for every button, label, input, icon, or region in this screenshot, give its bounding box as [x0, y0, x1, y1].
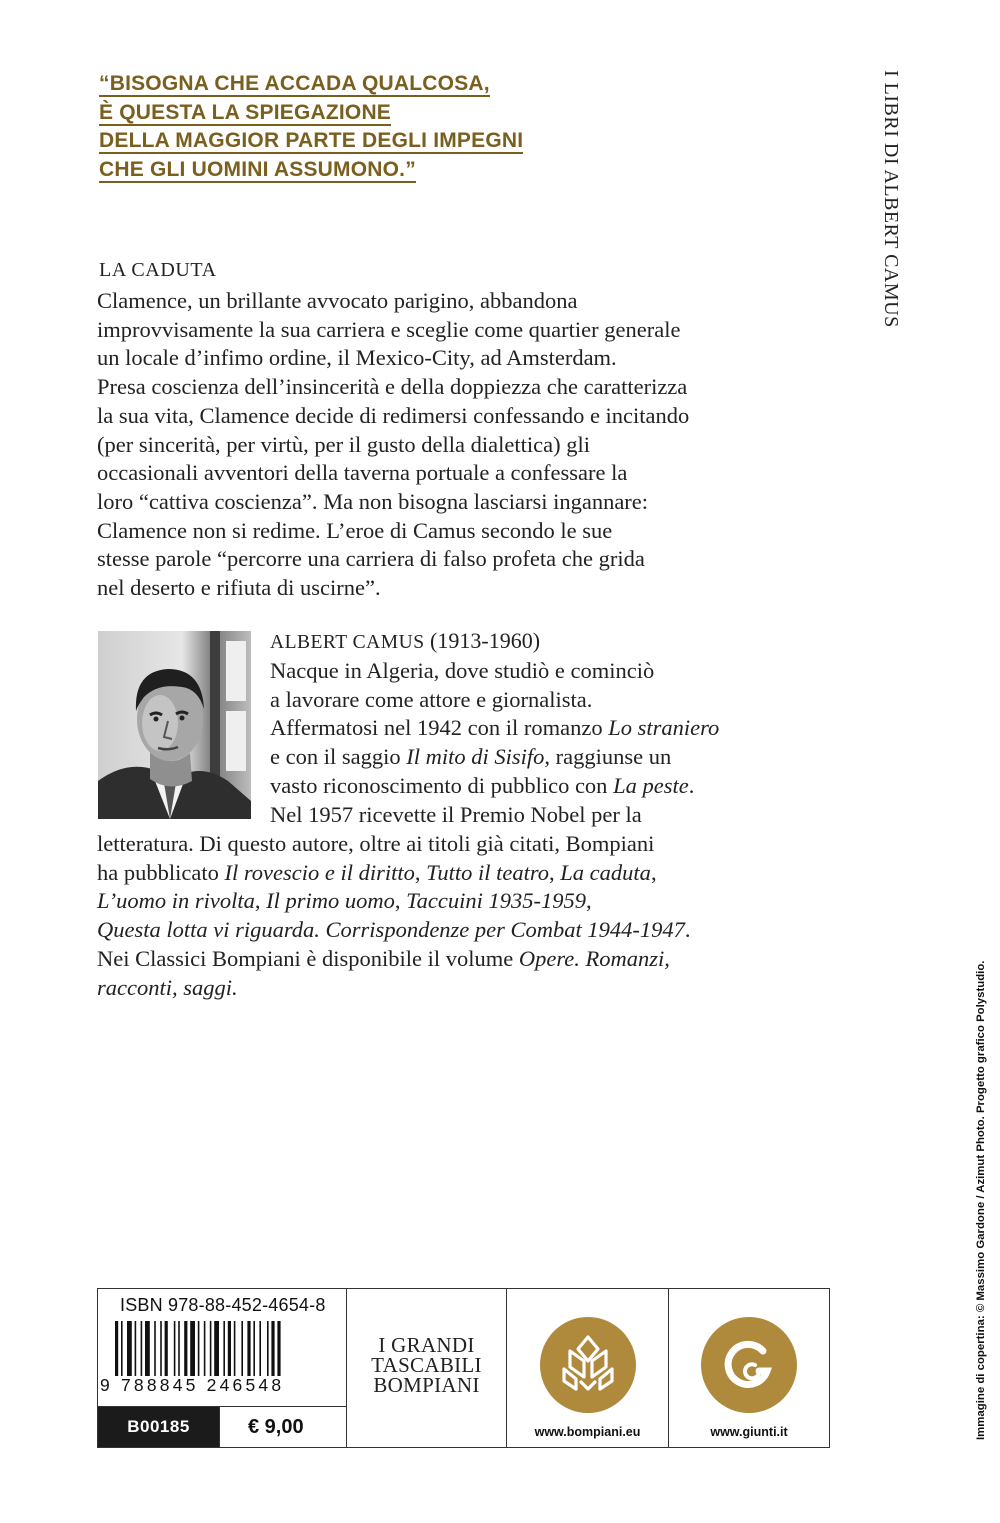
author-bio-top [270, 657, 815, 829]
image-credits-text: Immagine di copertina: © Massimo Gardone / Azimut Photo. Progetto grafico Polystudio. [975, 960, 987, 1440]
bio-line [270, 714, 815, 743]
bio-text: . [688, 772, 695, 798]
author-heading [270, 628, 540, 654]
blurb-line: loro “cattiva coscienza”. Ma non bisogna lasciarsi ingannare: [97, 488, 649, 514]
barcode-bar [204, 1321, 206, 1376]
bio-title-italic: Lo straniero [608, 715, 720, 741]
series-title-text: I LIBRI DI ALBERT CAMUS [880, 70, 902, 328]
isbn-label: ISBN 978-88-452-4654-8 [120, 1295, 326, 1315]
barcode-bar [160, 1321, 162, 1376]
bio-title-italic: Il rovescio e il diritto [224, 859, 415, 885]
author-years: (1913-1960) [430, 628, 541, 653]
bio-text: Nei Classici Bompiani è disponibile il volume [97, 945, 519, 971]
author-photo-image [98, 631, 251, 819]
collection-line: BOMPIANI [373, 1373, 480, 1397]
cover-quote [99, 70, 659, 184]
bio-text: , [254, 888, 267, 914]
bio-line: Nacque in Algeria, dove studiò e cominciò [270, 658, 655, 683]
bio-text: . [684, 917, 691, 943]
bio-line: a lavorare come attore e giornalista. [270, 686, 593, 712]
bio-text: , [414, 859, 427, 885]
bio-title-italic: Opere. Romanzi, [518, 945, 670, 971]
giunti-cell [669, 1289, 829, 1447]
barcode-bar [154, 1321, 156, 1376]
barcode-bar [241, 1321, 243, 1376]
collection-line: I GRANDI [378, 1333, 475, 1357]
ean-digits: 9 788845 246548 [100, 1375, 285, 1395]
barcode-bar [267, 1321, 269, 1376]
barcode-bar [214, 1321, 219, 1376]
barcode-bar [190, 1321, 195, 1376]
blurb-line: occasionali avventori della taverna portuale a confessare la [97, 460, 628, 486]
giunti-logo-icon [701, 1317, 797, 1413]
series-title [868, 70, 908, 370]
bio-title-italic: Questa lotta vi riguarda. Corrispondenze per Combat 1944-1947 [97, 917, 685, 943]
bio-text: , [549, 859, 561, 885]
barcode-bar [174, 1321, 176, 1376]
blurb-line: un locale d’infimo ordine, il Mexico-City, ad Amsterdam. [97, 345, 617, 371]
quote-line: È QUESTA LA SPIEGAZIONE [99, 100, 392, 124]
back-cover-panel [97, 1288, 830, 1448]
barcode-bar [277, 1321, 280, 1376]
bio-line [97, 945, 817, 974]
bio-text: , [585, 888, 592, 914]
bio-line [97, 916, 817, 945]
quote-line: “BISOGNA CHE ACCADA QUALCOSA, [99, 72, 490, 95]
barcode-bar [121, 1321, 123, 1376]
barcode-bar [228, 1321, 231, 1376]
blurb-line: improvvisamente la sua carriera e sceglie come quartier generale [97, 316, 681, 342]
bio-line: Nel 1957 ricevette il Premio Nobel per la [270, 801, 642, 827]
price-label: € 9,00 [219, 1407, 346, 1447]
quote-line: DELLA MAGGIOR PARTE DEGLI IMPEGNI [99, 129, 524, 152]
bio-text: vasto riconoscimento di pubblico con [270, 772, 614, 798]
bio-line [270, 772, 815, 801]
author-bio-bottom [97, 830, 817, 1002]
barcode-bar [198, 1321, 200, 1376]
barcode-bar [223, 1321, 225, 1376]
bio-title-italic: L’uomo in rivolta [97, 888, 255, 914]
blurb-line: stesse parole “percorre una carriera di falso profeta che grida [97, 546, 645, 572]
image-credits [975, 940, 995, 1460]
author-name: ALBERT CAMUS [270, 632, 425, 653]
bio-text: , raggiunse un [544, 744, 672, 770]
bio-text: , [394, 888, 407, 914]
blurb-line: (per sincerità, per virtù, per il gusto della dialettica) gli [97, 431, 590, 457]
barcode-bar [145, 1321, 150, 1376]
blurb-line: la sua vita, Clamence decide di redimersi confessando e incitando [97, 402, 690, 428]
bio-line: letteratura. Di questo autore, oltre ai titoli già citati, Bompiani [97, 831, 655, 856]
bio-title-italic: Il primo uomo [266, 888, 395, 914]
product-code: B00185 [98, 1407, 219, 1447]
blurb-line: Clamence non si redime. L’eroe di Camus secondo le sue [97, 517, 613, 543]
barcode-bar [247, 1321, 250, 1376]
giunti-url[interactable]: www.giunti.it [710, 1425, 788, 1439]
bio-title-italic: La caduta [560, 859, 651, 885]
blurb-line: nel deserto e rifiuta di uscirne”. [97, 575, 381, 601]
bio-line [97, 887, 817, 916]
barcode-bar [234, 1321, 236, 1376]
barcode-image [113, 1321, 333, 1376]
barcode-bar [259, 1321, 261, 1376]
book-blurb [97, 287, 817, 603]
barcode-bar [253, 1321, 255, 1376]
author-photo [98, 631, 251, 819]
blurb-line: Clamence, un brillante avvocato parigino, abbandona [97, 288, 578, 313]
collection-line: TASCABILI [371, 1353, 482, 1377]
bio-text: Affermatosi nel 1942 con il romanzo [270, 715, 609, 741]
bio-title-italic: Il mito di Sisifo [406, 744, 545, 770]
bio-text: e con il saggio [270, 744, 407, 770]
barcode-bar [127, 1321, 132, 1376]
bio-line [270, 743, 815, 772]
bio-title-italic: Tutto il teatro [426, 859, 550, 885]
barcode-cell [98, 1289, 347, 1447]
barcode-bar [271, 1321, 274, 1376]
quote-line: CHE GLI UOMINI ASSUMONO.” [99, 157, 416, 181]
bio-text: , [650, 859, 657, 885]
barcode-bar [178, 1321, 180, 1376]
book-title: LA CADUTA [99, 259, 217, 281]
barcode-bar [210, 1321, 212, 1376]
bio-line [97, 974, 817, 1003]
bio-line [97, 859, 817, 888]
collection-cell [347, 1289, 507, 1447]
bio-text: ha pubblicato [97, 859, 225, 885]
bio-title-italic: La peste [613, 772, 689, 798]
barcode-bar [135, 1321, 137, 1376]
collection-name [347, 1335, 506, 1395]
barcode-bar [165, 1321, 168, 1376]
barcode-bar [184, 1321, 187, 1376]
barcode-bar [115, 1321, 118, 1376]
bompiani-logo-icon [540, 1317, 636, 1413]
bompiani-url[interactable]: www.bompiani.eu [534, 1425, 641, 1439]
bio-title-italic: racconti, saggi. [97, 974, 238, 1000]
bio-title-italic: Taccuini 1935-1959 [406, 888, 586, 914]
price-row [98, 1406, 346, 1447]
blurb-line: Presa coscienza dell’insincerità e della doppiezza che caratterizza [97, 374, 688, 400]
bompiani-cell [507, 1289, 669, 1447]
barcode-bar [141, 1321, 143, 1376]
